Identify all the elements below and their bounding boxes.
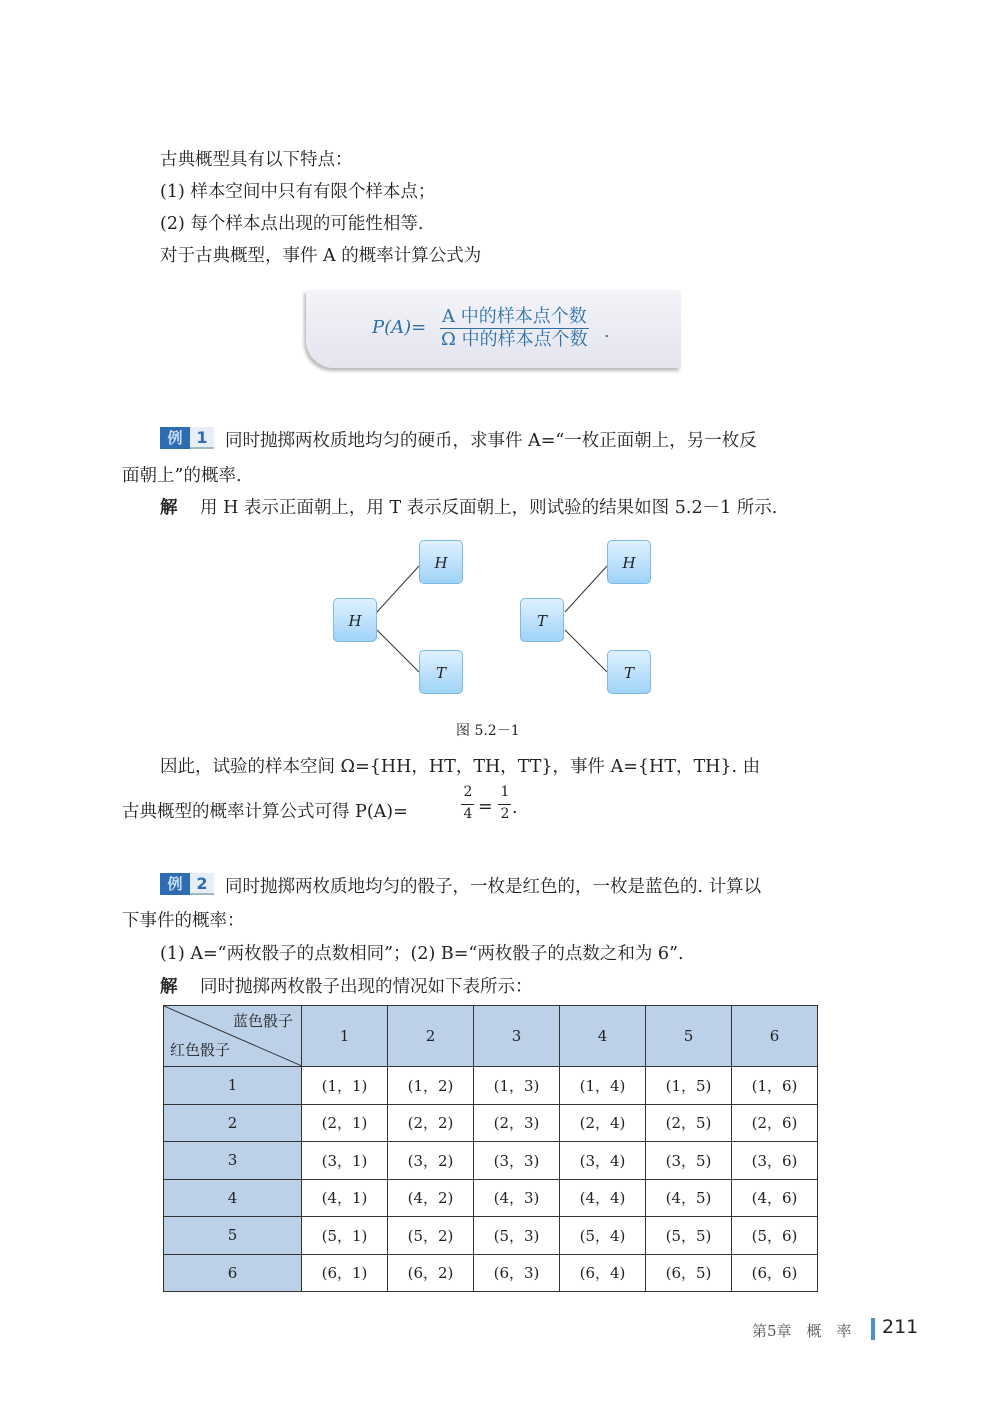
table-row: [164, 1104, 818, 1142]
table-cell: (3，2): [388, 1142, 474, 1180]
table-cell: (1，2): [388, 1067, 474, 1105]
intro-line: 对于古典概型，事件 A 的概率计算公式为: [160, 246, 482, 266]
page-number: 211: [882, 1316, 919, 1338]
table-cell: (5，1): [302, 1217, 388, 1255]
row-header: 3: [164, 1142, 302, 1180]
table-cell: (6，5): [646, 1254, 732, 1292]
table-cell: (4，6): [732, 1179, 818, 1217]
table-cell: (6，3): [474, 1254, 560, 1292]
solution-text: 同时抛掷两枚骰子出现的情况如下表所示：: [200, 977, 533, 997]
table-cell: (2，6): [732, 1104, 818, 1142]
intro-line: 古典概型具有以下特点：: [160, 150, 353, 170]
table-cell: (6，2): [388, 1254, 474, 1292]
corner-cell: [164, 1006, 302, 1067]
table-cell: (3，4): [560, 1142, 646, 1180]
table-cell: (3，3): [474, 1142, 560, 1180]
solution-text: 用 H 表示正面朝上，用 T 表示反面朝上，则试验的结果如图 5.2－1 所示.: [200, 498, 778, 518]
table-cell: (1，1): [302, 1067, 388, 1105]
table-cell: (5，5): [646, 1217, 732, 1255]
intro-line: (2) 每个样本点出现的可能性相等.: [160, 214, 424, 234]
table-cell: (3，1): [302, 1142, 388, 1180]
chapter-footer: 第5章 概 率: [752, 1322, 852, 1340]
tree-node: T: [607, 650, 651, 694]
formula-lhs: P(A)=: [372, 317, 427, 338]
column-header: 4: [560, 1006, 646, 1067]
tree-node: T: [520, 598, 564, 642]
table-row: [164, 1179, 818, 1217]
conclusion-text: 因此，试验的样本空间 Ω={HH，HT，TH，TT}，事件 A={HT，TH}. 由: [160, 757, 761, 777]
example-1-text: 面朝上”的概率.: [122, 466, 242, 486]
table-cell: (3，5): [646, 1142, 732, 1180]
fraction-bar: [461, 804, 474, 805]
example-2-text: 同时抛掷两枚质地均匀的骰子，一枚是红色的，一枚是蓝色的. 计算以: [225, 877, 762, 897]
table-cell: (5，4): [560, 1217, 646, 1255]
table-cell: (6，6): [732, 1254, 818, 1292]
table-cell: (4，5): [646, 1179, 732, 1217]
table-cell: (4，2): [388, 1179, 474, 1217]
period: .: [512, 798, 518, 818]
table-cell: (5，2): [388, 1217, 474, 1255]
example-label-number: 1: [190, 427, 214, 449]
table-cell: (3，6): [732, 1142, 818, 1180]
column-header: 3: [474, 1006, 560, 1067]
solution-label: 解: [160, 977, 178, 997]
row-header: 5: [164, 1217, 302, 1255]
tree-node: T: [419, 650, 463, 694]
row-header: 1: [164, 1067, 302, 1105]
example-2-text: 下事件的概率：: [122, 911, 245, 931]
table-row: [164, 1254, 818, 1292]
table-row: [164, 1142, 818, 1180]
formula-period: .: [604, 322, 610, 342]
table-cell: (4，1): [302, 1179, 388, 1217]
table-cell: (6，1): [302, 1254, 388, 1292]
fraction-numerator: 1: [500, 784, 510, 800]
table-cell: (2，3): [474, 1104, 560, 1142]
row-header: 6: [164, 1254, 302, 1292]
formula-numerator: A 中的样本点个数: [442, 306, 587, 327]
figure-caption: 图 5.2－1: [456, 723, 520, 739]
column-header: 1: [302, 1006, 388, 1067]
conclusion-text: 古典概型的概率计算公式可得 P(A)=: [122, 802, 408, 822]
example-label-number: 2: [190, 873, 214, 895]
table-row: [164, 1217, 818, 1255]
table-cell: (2，4): [560, 1104, 646, 1142]
table-cell: (6，4): [560, 1254, 646, 1292]
tree-node: H: [419, 540, 463, 584]
tree-node: H: [607, 540, 651, 584]
fraction-denominator: 4: [463, 806, 473, 822]
table-cell: (2，1): [302, 1104, 388, 1142]
example-2-label: [160, 873, 214, 895]
example-1-text: 同时抛掷两枚质地均匀的硬币，求事件 A=“一枚正面朝上，另一枚反: [225, 431, 757, 451]
solution-label: 解: [160, 498, 178, 518]
column-header: 6: [732, 1006, 818, 1067]
fraction-bar: [498, 804, 511, 805]
table-cell: (2，5): [646, 1104, 732, 1142]
table-cell: (1，6): [732, 1067, 818, 1105]
table-cell: (5，3): [474, 1217, 560, 1255]
footer-bar: [871, 1318, 875, 1340]
table-cell: (4，4): [560, 1179, 646, 1217]
example-2-text: (1) A=“两枚骰子的点数相同”；(2) B=“两枚骰子的点数之和为 6”.: [160, 944, 684, 964]
formula-denominator: Ω 中的样本点个数: [441, 329, 588, 350]
fraction-denominator: 2: [500, 806, 510, 822]
table-header-row: [164, 1006, 818, 1067]
row-header: 4: [164, 1179, 302, 1217]
corner-top-label: 蓝色骰子: [232, 1012, 293, 1030]
fraction-numerator: 2: [463, 784, 473, 800]
table-cell: (1，3): [474, 1067, 560, 1105]
table-cell: (2，2): [388, 1104, 474, 1142]
row-header: 2: [164, 1104, 302, 1142]
column-header: 2: [388, 1006, 474, 1067]
column-header: 5: [646, 1006, 732, 1067]
intro-line: (1) 样本空间中只有有限个样本点；: [160, 182, 436, 202]
equals-sign: =: [478, 797, 493, 817]
corner-bottom-label: 红色骰子: [170, 1041, 231, 1059]
example-label-text: 例: [160, 427, 190, 449]
tree-node: H: [333, 598, 377, 642]
table-cell: (1，5): [646, 1067, 732, 1105]
table-cell: (4，3): [474, 1179, 560, 1217]
example-label-text: 例: [160, 873, 190, 895]
table-row: [164, 1067, 818, 1105]
table-cell: (1，4): [560, 1067, 646, 1105]
table-cell: (5，6): [732, 1217, 818, 1255]
dice-outcome-table: [163, 1005, 818, 1292]
